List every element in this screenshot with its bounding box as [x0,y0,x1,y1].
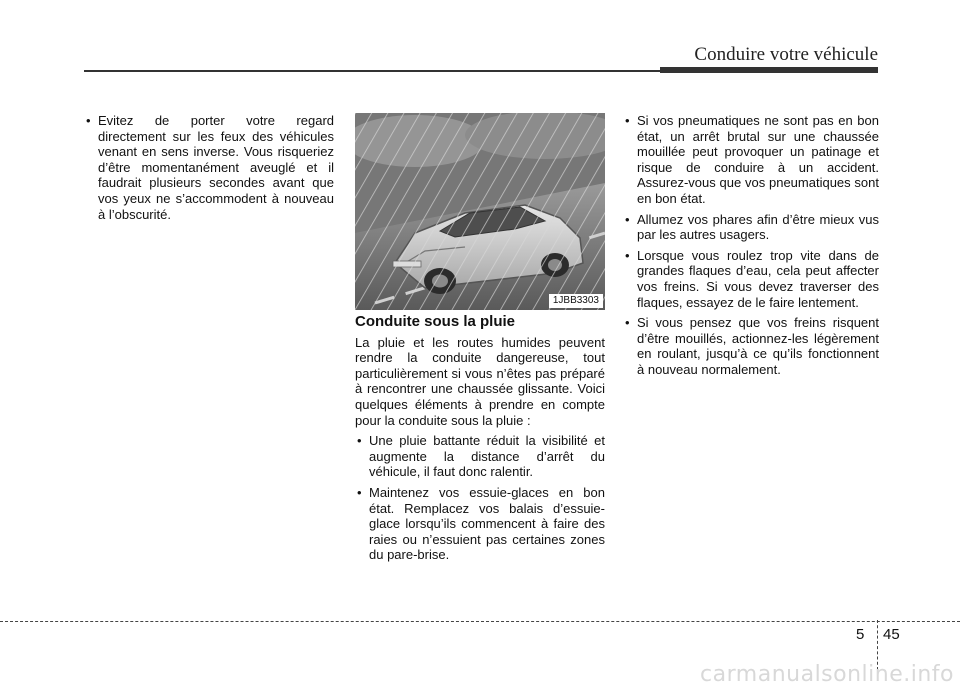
rain-car-illustration [355,113,605,310]
intro-paragraph: La pluie et les routes humides peuvent rendre la conduite dangereuse, tout particulièrement si vous n’êtes pas préparé à rencontrer une chaussée glissante. Voici quelques éléments à prendre en compte pour la conduite sous la pluie : [355,334,605,428]
list-item: • Maintenez vos essuie-glaces en bon état. Remplacez vos balais d’essuie-glace lorsqu’ils commencent à faire des raies ou n’essuient pas certaines zones du pare-brise. [355,485,605,563]
list-item: • Evitez de porter votre regard directement sur les feux des véhicules venant en sens inverse. Vous risqueriez d’être momentanément aveuglé et il faudrait plusieurs secondes avant que vos yeux ne s’accommodent à nouveau à l’obscurité. [84,113,334,222]
header-rule [84,70,664,72]
header-rule-accent [660,67,878,73]
page-number: 45 [883,626,900,643]
car-in-rain-image [355,113,605,310]
column-right [623,113,879,383]
column-left [84,113,334,227]
list-item: • Une pluie battante réduit la visibilité et augmente la distance d’arrêt du véhicule, il faut donc ralentir. [355,433,605,480]
list-item: • Si vos pneumatiques ne sont pas en bon état, un arrêt brutal sur une chaussée mouillée peut provoquer un patinage et risque de conduire à un accident. Assurez-vous que vos pneumatiques sont en bon état. [623,113,879,207]
column-middle [355,314,605,568]
figure-code: 1JBB3303 [549,294,603,308]
bullet-list [355,433,605,563]
chapter-number: 5 [856,626,865,643]
section-heading: Conduite sous la pluie [355,313,516,330]
bullet-list [623,113,879,378]
list-item: • Lorsque vous roulez trop vite dans de grandes flaques d’eau, cela peut affecter vos freins. Si vous devez traverser des flaques, essayez de le faire lentement. [623,248,879,310]
watermark: carmanualsonline.info [700,662,954,687]
list-item: • Si vous pensez que vos freins risquent d’être mouillés, actionnez-les légèrement en roulant, jusqu’à ce qu’ils fonctionnent à nouveau normalement. [623,315,879,377]
list-item: • Allumez vos phares afin d’être mieux vus par les autres usagers. [623,212,879,243]
footer-rule [0,621,960,622]
bullet-list [84,113,334,222]
section-title: Conduire votre véhicule [694,44,878,65]
